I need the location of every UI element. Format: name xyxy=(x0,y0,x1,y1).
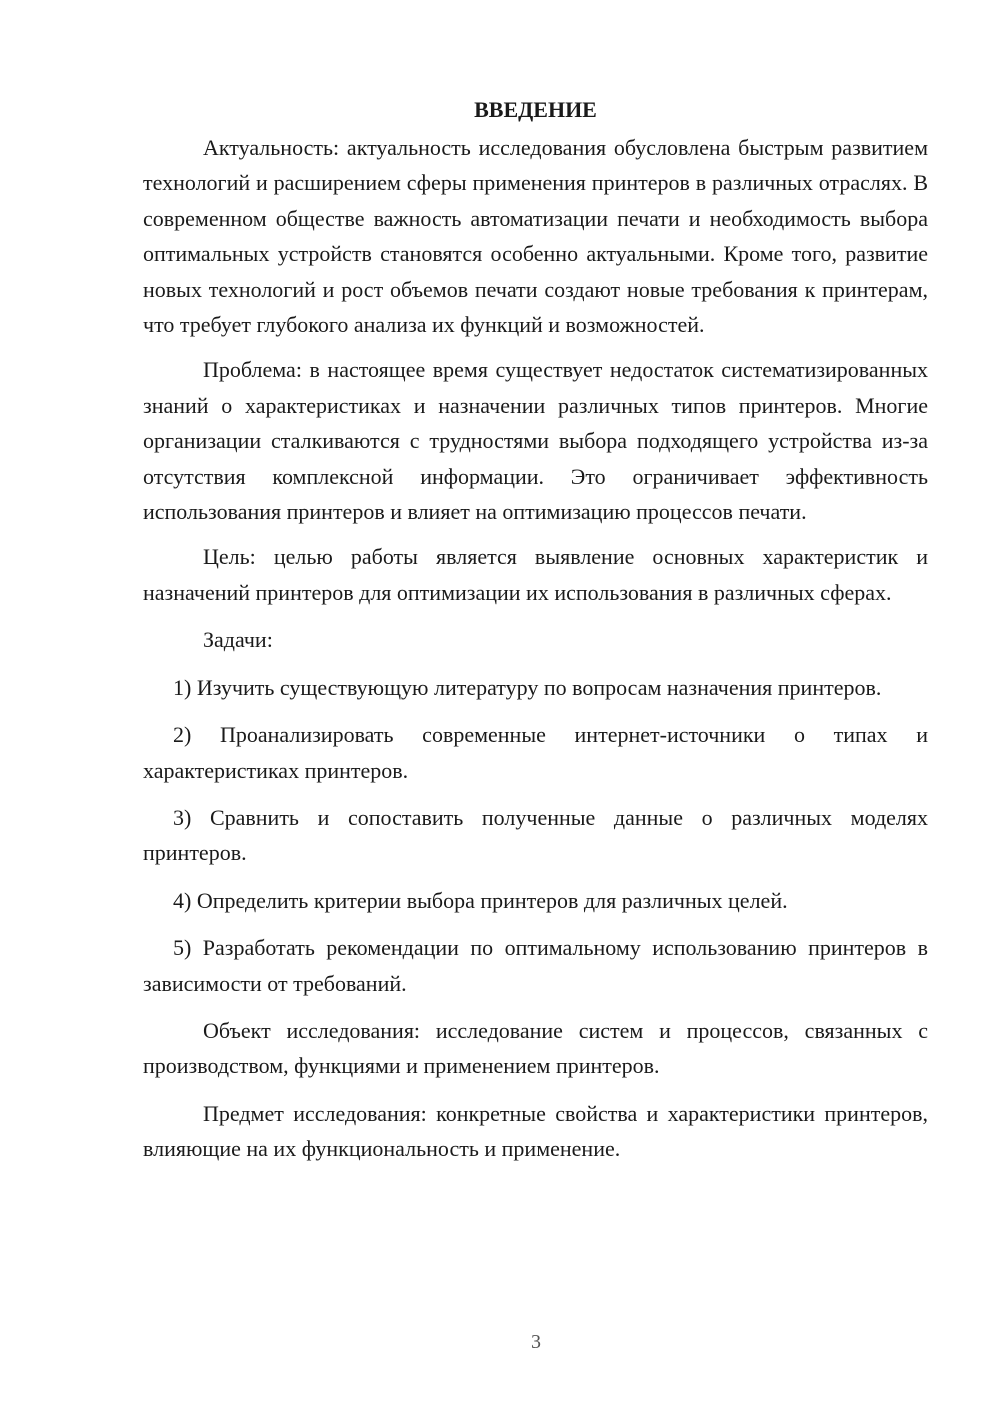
paragraph-goal: Цель: целью работы является выявление основных характеристик и назначений принтеров для оптимизации их использования в различных сферах. xyxy=(143,544,928,605)
task-item-3: 3) Сравнить и сопоставить полученные данные о различных моделях принтеров. xyxy=(143,804,928,866)
paragraph-relevance: Актуальность: актуальность исследования обусловлена быстрым развитием технологий и расширением сферы применения принтеров в различных отраслях. В современном обществе важность автоматизации печати и необходимость выбора оптимальных устройств становятся особенно актуальными. Кроме того, развитие новых технологий и рост объемов печати создают новые требования к принтерам, что требует глубокого анализа их функций и возможностей. xyxy=(143,135,928,338)
document-page xyxy=(143,92,928,1167)
paragraph-subject: Предмет исследования: конкретные свойства и характеристики принтеров, влияющие на их функциональность и применение. xyxy=(143,1100,928,1162)
paragraph-object: Объект исследования: исследование систем и процессов, связанных с производством, функциями и применением принтеров. xyxy=(143,1017,928,1079)
paragraph-problem: Проблема: в настоящее время существует недостаток систематизированных знаний о характеристиках и назначении различных типов принтеров. Многие организации сталкиваются с трудностями выбора подходящего устройства из-за отсутствия комплексной информации. Это ограничивает эффективность использования принтеров и влияет на оптимизацию процессов печати. xyxy=(143,357,928,525)
task-item-5: 5) Разработать рекомендации по оптимальному использованию принтеров в зависимости от требований. xyxy=(143,935,928,996)
page-title: ВВЕДЕНИЕ xyxy=(474,97,597,122)
tasks-heading: Задачи: xyxy=(203,627,273,653)
task-item-4: 4) Определить критерии выбора принтеров для различных целей. xyxy=(173,887,788,913)
page-number: 3 xyxy=(531,1331,541,1353)
task-item-1: 1) Изучить существующую литературу по вопросам назначения принтеров. xyxy=(173,674,882,700)
task-item-2: 2) Проанализировать современные интернет-источники о типах и характеристиках принтеров. xyxy=(143,722,928,783)
